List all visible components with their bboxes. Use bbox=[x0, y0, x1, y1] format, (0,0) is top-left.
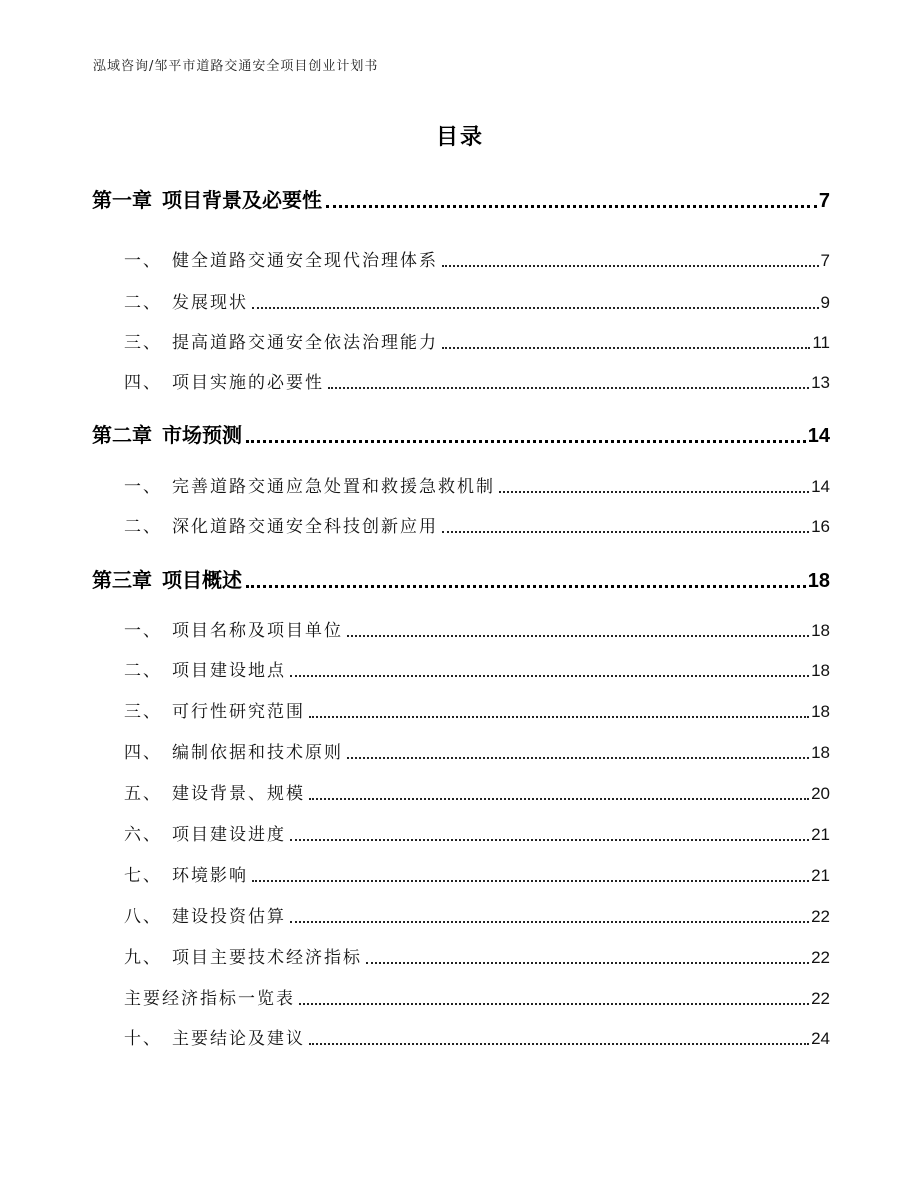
toc-entry-text: 项目建设地点 bbox=[172, 661, 286, 681]
dot-leader bbox=[499, 472, 809, 497]
toc-entry-text: 主要结论及建议 bbox=[172, 1029, 305, 1049]
toc-section-link[interactable] bbox=[124, 472, 830, 497]
dot-leader bbox=[442, 328, 810, 353]
toc-entry-number: 二、 bbox=[124, 661, 162, 681]
toc-entry-text: 可行性研究范围 bbox=[172, 702, 305, 722]
toc-page-number: 14 bbox=[811, 477, 830, 496]
toc-entry-label bbox=[124, 738, 343, 763]
dot-leader bbox=[328, 368, 809, 393]
toc-entry-text: 编制依据和技术原则 bbox=[172, 743, 343, 763]
toc-entry-text: 发展现状 bbox=[172, 293, 248, 313]
toc-section-link[interactable] bbox=[124, 820, 830, 845]
toc-chapter-link[interactable] bbox=[92, 564, 830, 593]
toc-section-link[interactable] bbox=[124, 246, 830, 271]
toc-title: 目录 bbox=[435, 125, 484, 150]
toc-page-number: 21 bbox=[811, 825, 830, 844]
toc-page-number: 22 bbox=[811, 948, 830, 967]
toc-page-number: 18 bbox=[811, 702, 830, 721]
toc-entry-label bbox=[124, 616, 343, 641]
toc-page-number: 7 bbox=[818, 190, 830, 212]
toc-section-link[interactable] bbox=[124, 656, 830, 681]
toc-page-number: 22 bbox=[811, 907, 830, 926]
toc-entry-number: 第二章 bbox=[92, 423, 152, 447]
toc-entry-label bbox=[124, 246, 438, 271]
toc-entry-label bbox=[92, 564, 242, 593]
dot-leader bbox=[309, 697, 809, 722]
toc-entry-text: 环境影响 bbox=[172, 866, 248, 886]
toc-entry-text: 项目概述 bbox=[162, 568, 242, 592]
toc-entry-label bbox=[124, 943, 362, 968]
toc-entry-number: 十、 bbox=[124, 1029, 162, 1049]
toc-page-number: 11 bbox=[812, 333, 830, 352]
toc-entry-text: 完善道路交通应急处置和救援急救机制 bbox=[172, 477, 495, 497]
toc-entry-number: 第三章 bbox=[92, 568, 152, 592]
toc-page-number: 18 bbox=[807, 570, 830, 592]
dot-leader bbox=[347, 738, 809, 763]
toc-page-number: 21 bbox=[811, 866, 830, 885]
toc-entry-label bbox=[124, 288, 248, 313]
toc-entry-number: 六、 bbox=[124, 825, 162, 845]
page-header: 泓域咨询/邹平市道路交通安全项目创业计划书 bbox=[93, 59, 379, 74]
toc-entry-text: 项目背景及必要性 bbox=[162, 188, 322, 212]
dot-leader bbox=[442, 246, 819, 271]
dot-leader bbox=[347, 616, 809, 641]
toc-entry-number: 一、 bbox=[124, 477, 162, 497]
toc-entry-text: 项目主要技术经济指标 bbox=[172, 948, 362, 968]
toc-section-link[interactable] bbox=[124, 512, 830, 537]
dot-leader bbox=[290, 820, 809, 845]
dot-leader bbox=[290, 656, 809, 681]
toc-entry-number: 二、 bbox=[124, 293, 162, 313]
dot-leader bbox=[246, 419, 806, 448]
toc-page-number: 16 bbox=[811, 517, 830, 536]
toc-section-link[interactable] bbox=[124, 943, 830, 968]
toc-entry-text: 项目实施的必要性 bbox=[172, 373, 324, 393]
toc-entry-label bbox=[124, 779, 305, 804]
dot-leader bbox=[309, 1024, 809, 1049]
toc-entry-number: 五、 bbox=[124, 784, 162, 804]
toc-entry-number: 二、 bbox=[124, 517, 162, 537]
toc-entry-number: 九、 bbox=[124, 948, 162, 968]
toc-entry-label bbox=[124, 368, 324, 393]
toc-entry-number: 一、 bbox=[124, 621, 162, 641]
toc-entry-label bbox=[124, 656, 286, 681]
toc-section-link[interactable] bbox=[124, 616, 830, 641]
toc-section-link[interactable] bbox=[124, 861, 830, 886]
toc-section-link[interactable] bbox=[124, 738, 830, 763]
toc-entry-number: 第一章 bbox=[92, 188, 152, 212]
dot-leader bbox=[252, 288, 819, 313]
toc-section-link[interactable] bbox=[124, 902, 830, 927]
toc-entry-label bbox=[124, 902, 286, 927]
dot-leader bbox=[442, 512, 809, 537]
toc-section-link[interactable] bbox=[124, 288, 830, 313]
toc-section-link[interactable] bbox=[124, 328, 830, 353]
dot-leader bbox=[366, 943, 809, 968]
toc-entry-label bbox=[124, 328, 438, 353]
toc-page-number: 13 bbox=[811, 373, 830, 392]
toc-entry-number: 一、 bbox=[124, 251, 162, 271]
toc-entry-label bbox=[124, 861, 248, 886]
toc-page-number: 18 bbox=[811, 661, 830, 680]
toc-page-number: 24 bbox=[811, 1029, 830, 1048]
toc-page-number: 7 bbox=[820, 251, 830, 270]
toc-entry-label bbox=[124, 472, 495, 497]
toc-entry-text: 项目建设进度 bbox=[172, 825, 286, 845]
toc-entry-text: 深化道路交通安全科技创新应用 bbox=[172, 517, 438, 537]
dot-leader bbox=[246, 564, 806, 593]
toc-entry-text: 建设背景、规模 bbox=[172, 784, 305, 804]
dot-leader bbox=[290, 902, 809, 927]
toc-entry-label bbox=[92, 419, 242, 448]
toc-page-number: 18 bbox=[811, 743, 830, 762]
toc-section-link[interactable] bbox=[124, 779, 830, 804]
toc-entry-number: 三、 bbox=[124, 702, 162, 722]
dot-leader bbox=[309, 779, 809, 804]
toc-section-link[interactable] bbox=[124, 1024, 830, 1049]
toc-entry-text: 主要经济指标一览表 bbox=[124, 989, 295, 1009]
toc-entry-number: 三、 bbox=[124, 333, 162, 353]
toc-entry-label bbox=[124, 697, 305, 722]
toc-chapter-link[interactable] bbox=[92, 184, 830, 213]
toc-page-number: 14 bbox=[807, 425, 830, 447]
toc-entry-label bbox=[124, 820, 286, 845]
toc-page-number: 22 bbox=[811, 989, 830, 1008]
toc-entry-number: 七、 bbox=[124, 866, 162, 886]
toc-page-number: 9 bbox=[820, 293, 830, 312]
toc-page-number: 18 bbox=[811, 621, 830, 640]
toc-section-link[interactable] bbox=[124, 368, 830, 393]
toc-entry-number: 四、 bbox=[124, 743, 162, 763]
toc-entry-label bbox=[124, 1024, 305, 1049]
dot-leader bbox=[252, 861, 809, 886]
toc-entry-text: 项目名称及项目单位 bbox=[172, 621, 343, 641]
dot-leader bbox=[299, 984, 809, 1009]
toc-entry-number: 八、 bbox=[124, 907, 162, 927]
toc-entry-label bbox=[124, 984, 295, 1009]
toc-entry-label bbox=[124, 512, 438, 537]
toc-page-number: 20 bbox=[811, 784, 830, 803]
toc-entry-text: 健全道路交通安全现代治理体系 bbox=[172, 251, 438, 271]
toc-entry-number: 四、 bbox=[124, 373, 162, 393]
toc-entry-text: 提高道路交通安全依法治理能力 bbox=[172, 333, 438, 353]
toc-section-link[interactable] bbox=[124, 697, 830, 722]
toc-chapter-link[interactable] bbox=[92, 419, 830, 448]
toc-entry-text: 市场预测 bbox=[162, 423, 242, 447]
toc-section-link[interactable] bbox=[124, 984, 830, 1009]
toc-entry-text: 建设投资估算 bbox=[172, 907, 286, 927]
toc-entry-label bbox=[92, 184, 322, 213]
dot-leader bbox=[326, 184, 817, 213]
